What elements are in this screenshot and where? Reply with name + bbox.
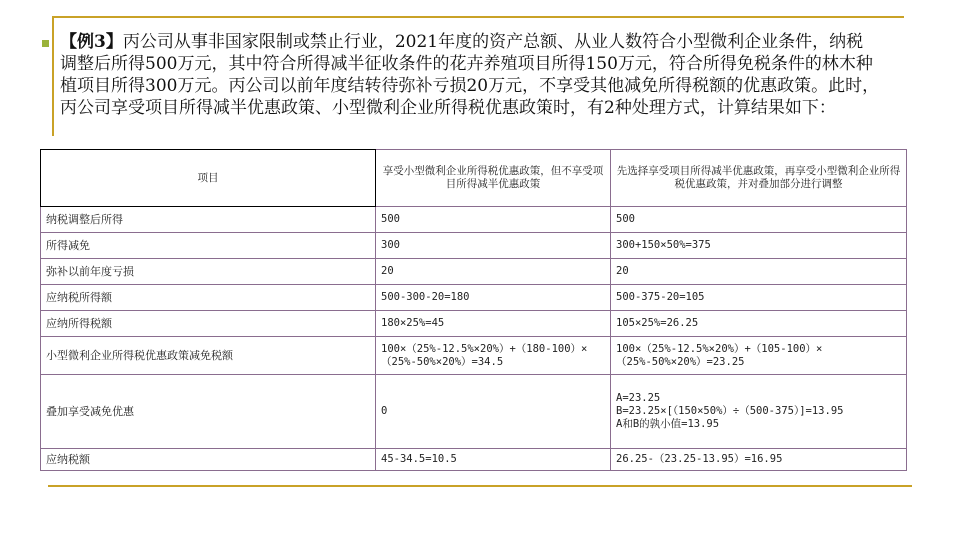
- row-label: 弥补以前年度亏损: [41, 259, 376, 285]
- table-header-row: [41, 150, 907, 207]
- option-1-value: 500-300-20=180: [376, 285, 611, 311]
- option-1-value: 100×（25%-12.5%×20%）+（180-100）×（25%-50%×20%）=34.5: [376, 337, 611, 375]
- intro-text: 丙公司从事非国家限制或禁止行业，2021年度的资产总额、从业人数符合小型微利企业条件，纳税调整后所得500万元，其中符合所得减半征收条件的花卉养殖项目所得150万元，符合所得免税条件的林木种植项目所得300万元。丙公司以前年度结转待弥补亏损20万元，不享受其他减免所得税额的优惠政策。此时，丙公司享受项目所得减半优惠政策、小型微利企业所得税优惠政策时，有2种处理方式，计算结果如下：: [60, 32, 880, 118]
- bullet-marker: [42, 40, 49, 47]
- option-1-value: 45-34.5=10.5: [376, 449, 611, 471]
- calculation-table: [40, 149, 907, 471]
- row-label: 小型微利企业所得税优惠政策减免税额: [41, 337, 376, 375]
- option-1-value: 20: [376, 259, 611, 285]
- header-option-2: 先选择享受项目所得减半优惠政策，再享受小型微利企业所得税优惠政策，并对叠加部分进行调整: [611, 150, 907, 207]
- option-2-value: 500: [611, 207, 907, 233]
- option-1-value: 300: [376, 233, 611, 259]
- option-2-value: 300+150×50%=375: [611, 233, 907, 259]
- option-1-value: 0: [376, 375, 611, 449]
- option-1-value: 180×25%=45: [376, 311, 611, 337]
- row-label: 所得减免: [41, 233, 376, 259]
- table-row: [41, 311, 907, 337]
- example-tag: 【例3】: [60, 32, 123, 52]
- table-row: [41, 259, 907, 285]
- header-option-1: 享受小型微利企业所得税优惠政策，但不享受项目所得减半优惠政策: [376, 150, 611, 207]
- intro-paragraph: [60, 31, 880, 119]
- table-row: [41, 375, 907, 449]
- option-1-value: 500: [376, 207, 611, 233]
- table-row: [41, 285, 907, 311]
- top-rule: [52, 16, 904, 18]
- row-label: 应纳所得税额: [41, 311, 376, 337]
- option-2-value: A=23.25 B=23.25×[（150×50%）÷（500-375）]=13.95 A和B的孰小值=13.95: [611, 375, 907, 449]
- row-label: 应纳税额: [41, 449, 376, 471]
- row-label: 纳税调整后所得: [41, 207, 376, 233]
- row-label: 叠加享受减免优惠: [41, 375, 376, 449]
- header-item: 项目: [41, 150, 376, 207]
- option-2-value: 26.25-（23.25-13.95）=16.95: [611, 449, 907, 471]
- table-row: [41, 337, 907, 375]
- left-rule: [52, 16, 54, 136]
- row-label: 应纳税所得额: [41, 285, 376, 311]
- option-2-value: 100×（25%-12.5%×20%）+（105-100）×（25%-50%×20%）=23.25: [611, 337, 907, 375]
- option-2-value: 500-375-20=105: [611, 285, 907, 311]
- option-2-value: 20: [611, 259, 907, 285]
- table-row: [41, 449, 907, 471]
- table-row: [41, 233, 907, 259]
- option-2-value: 105×25%=26.25: [611, 311, 907, 337]
- table-row: [41, 207, 907, 233]
- bottom-rule: [48, 485, 912, 487]
